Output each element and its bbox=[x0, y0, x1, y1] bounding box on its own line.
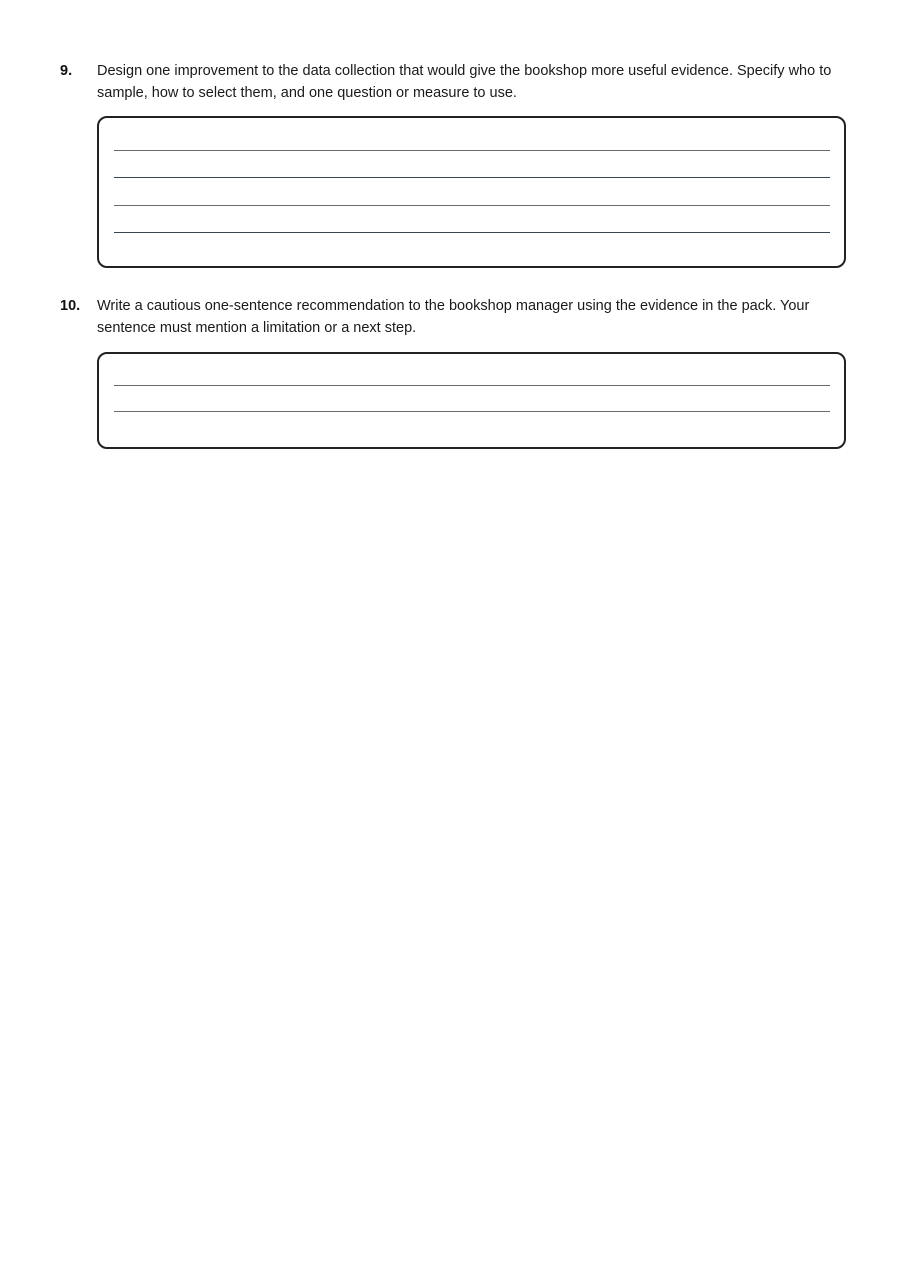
answer-line bbox=[114, 411, 830, 412]
answer-box-question-9[interactable] bbox=[97, 116, 846, 268]
question-text: Design one improvement to the data collection that would give the bookshop more useful evidence. Specify who to sample, how to select them, and one question or measure to use. bbox=[97, 63, 832, 101]
question-text: Write a cautious one-sentence recommendation to the bookshop manager using the evidence in the pack. Your sentence must mention a limitation or a next step. bbox=[97, 298, 810, 336]
answer-line bbox=[114, 232, 830, 233]
question-number: 9. bbox=[60, 63, 73, 79]
answer-line bbox=[114, 150, 830, 151]
answer-line bbox=[114, 205, 830, 206]
question-number: 10. bbox=[60, 298, 81, 314]
answer-line bbox=[114, 385, 830, 386]
answer-line bbox=[114, 177, 830, 178]
answer-box-question-10[interactable] bbox=[97, 352, 846, 449]
